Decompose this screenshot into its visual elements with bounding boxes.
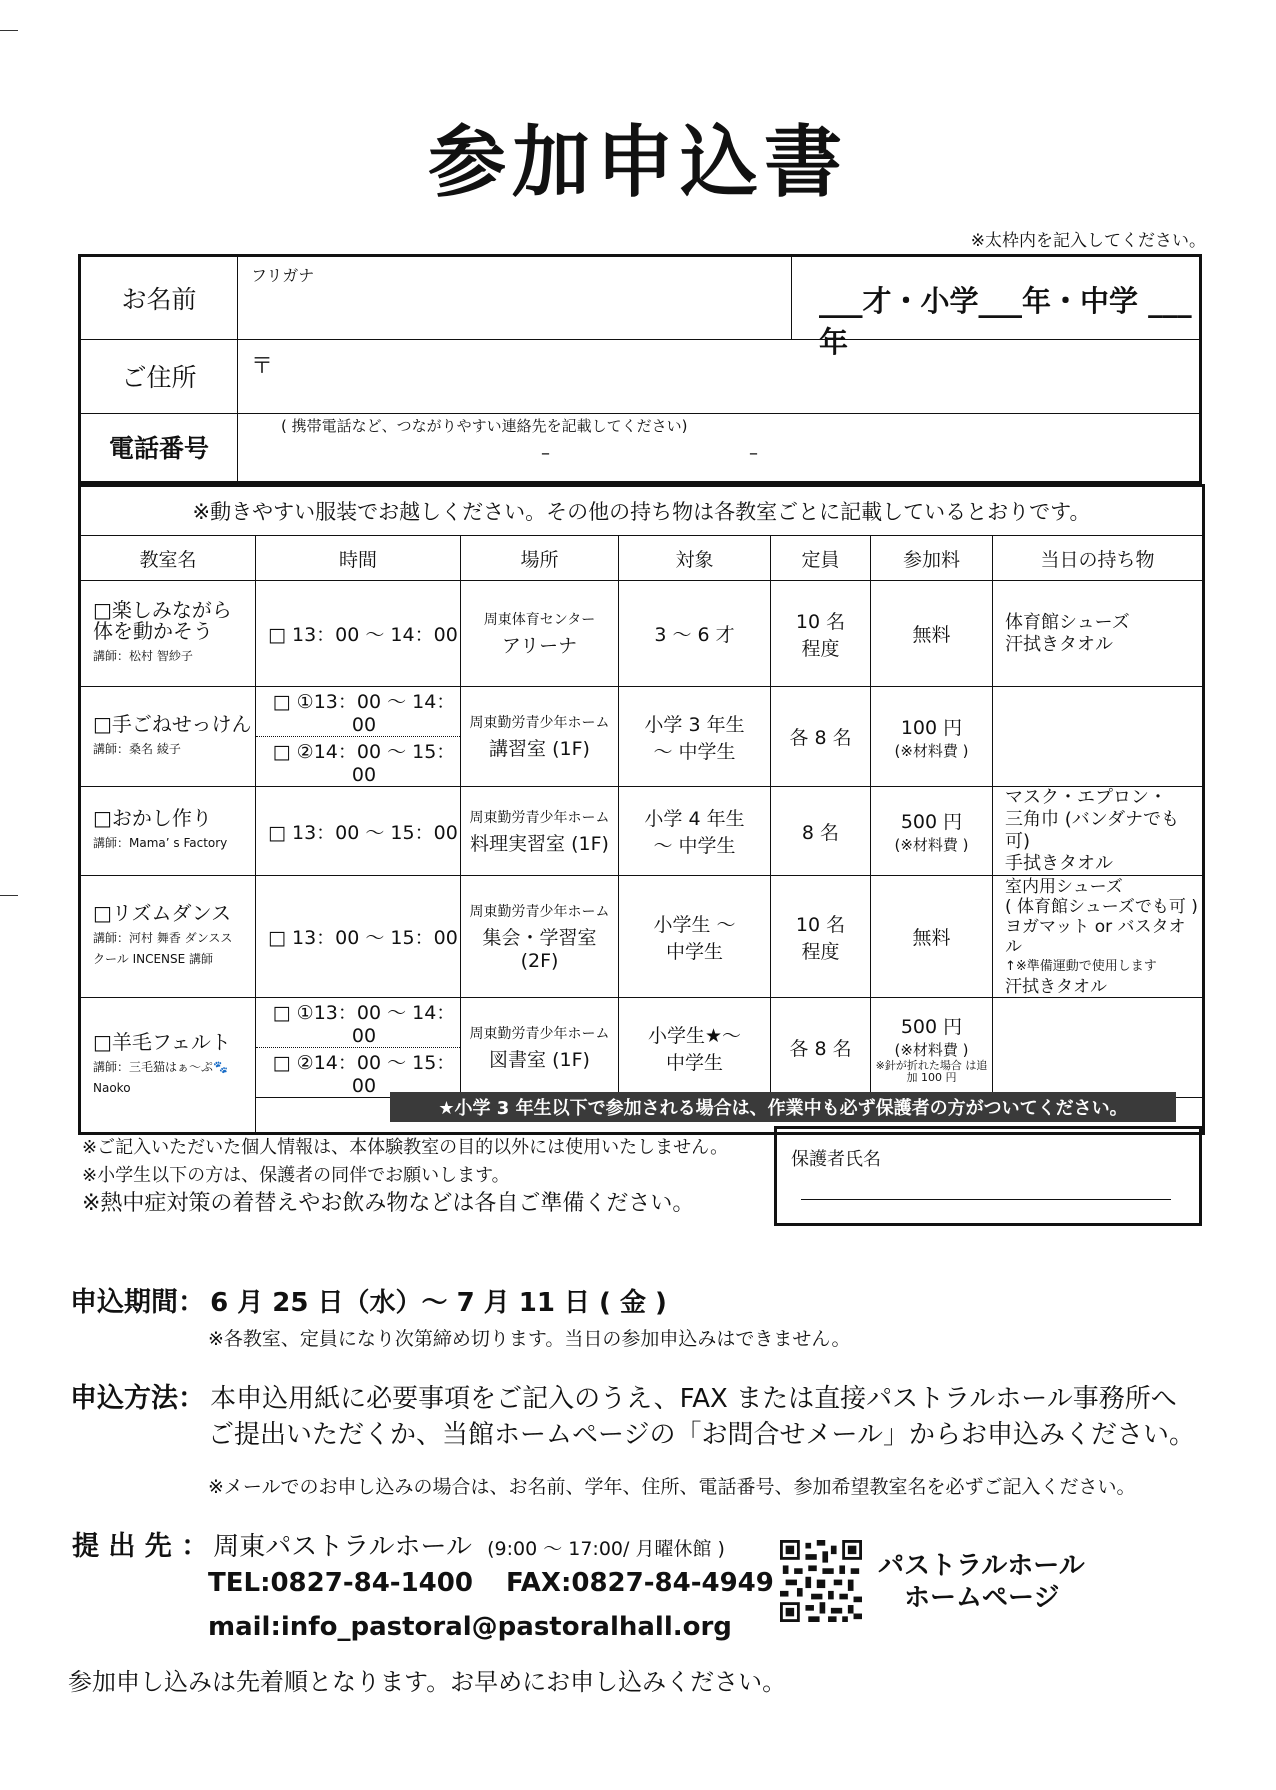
class-name: □楽しみながら 体を動かそう: [93, 598, 252, 643]
note-line: ※ご記入いただいた個人情報は、本体験教室の目的以外には使用いたしません。: [82, 1137, 729, 1158]
class-name: □羊毛フェルト: [93, 1029, 231, 1054]
edge-mark-top: [0, 30, 18, 31]
class-checkbox-1[interactable]: [80, 581, 256, 687]
class-checkbox-2[interactable]: [80, 687, 256, 787]
place-cell: [461, 687, 619, 787]
class-checkbox-3[interactable]: [80, 787, 256, 876]
furigana-label: フリガナ: [251, 266, 315, 285]
capacity-cell: 10 名 程度: [771, 876, 871, 998]
address-row: [81, 339, 1199, 414]
teacher-name: 講師：三毛猫はぁ～ぷ🐾 Naoko: [93, 1059, 228, 1095]
place-room: アリーナ: [501, 635, 578, 657]
place-building: 周東勤労青少年ホーム: [469, 904, 610, 920]
time-slot-checkbox[interactable]: □ ①13：00 ～ 14：00: [256, 687, 460, 737]
place-room: 図書室 (1F): [489, 1049, 590, 1071]
item: ( 体育館シューズでも可 ): [1005, 896, 1198, 917]
table-row: [80, 876, 1204, 998]
fee-amount: 無料: [912, 927, 951, 949]
name-label: お名前: [81, 257, 238, 339]
place-room: 講習室 (1F): [489, 738, 590, 760]
fee-cell: [871, 687, 993, 787]
place-building: 周東勤労青少年ホーム: [469, 809, 610, 826]
table-row: [80, 998, 1204, 1098]
phone-dash-2: –: [749, 443, 758, 464]
fee-extra-note: ※針が折れた場合 は追加 100 円: [875, 1058, 988, 1084]
class-name: □おかし作り: [93, 806, 212, 830]
method-section: [70, 1376, 1177, 1415]
table-header-row: [80, 536, 1204, 581]
period-value: 6 月 25 日（水）～ 7 月 11 日 ( 金 ): [210, 1288, 667, 1318]
item: 三角巾 (バンダナでも可): [1005, 809, 1180, 852]
fill-note: ※太枠内を記入してください。: [970, 231, 1206, 251]
phone-dash-1: –: [541, 443, 550, 464]
method-label: 申込方法：: [70, 1383, 205, 1414]
address-label: ご住所: [81, 339, 238, 413]
name-input[interactable]: [239, 279, 789, 337]
privacy-notes: [82, 1134, 728, 1218]
fee-cell: [871, 581, 993, 687]
place-cell: [461, 581, 619, 687]
class-name: □リズムダンス: [93, 901, 232, 925]
header-items: 当日の持ち物: [993, 536, 1204, 581]
target-cell: 小学生 ～ 中学生: [619, 876, 771, 998]
item: 体育館シューズ: [1005, 611, 1130, 633]
place-building: 周東体育センター: [483, 612, 596, 628]
items-cell: [993, 998, 1204, 1098]
fee-cell: [871, 787, 993, 876]
target-cell: 小学 4 年生～ 中学生: [619, 787, 771, 876]
fax: FAX:0827-84-4949: [506, 1568, 774, 1598]
age-grade-field[interactable]: ___才・小学___年・中学 ___年: [819, 284, 1192, 359]
qr-code-icon[interactable]: [780, 1540, 862, 1622]
guardian-label: 保護者氏名: [791, 1149, 881, 1170]
phone-input[interactable]: [239, 437, 1199, 481]
period-note: ※各教室、定員になり次第締め切ります。当日の参加申込みはできません。: [208, 1328, 851, 1350]
submit-section: [72, 1524, 725, 1563]
table-row: [80, 581, 1204, 687]
item: 手拭きタオル: [1005, 853, 1113, 874]
place-building: 周東勤労青少年ホーム: [469, 715, 610, 731]
fee-note: (※材料費 ): [894, 836, 969, 854]
qr-caption-line-1: パストラルホール: [878, 1551, 1085, 1581]
item: ヨガマット or バスタオル: [1005, 916, 1186, 957]
address-input[interactable]: [239, 339, 1199, 413]
method-line-2: ご提出いただくか、当館ホームページの「お問合せメール」からお申込みください。: [208, 1420, 1195, 1450]
note-line: ※熱中症対策の着替えやお飲み物などは各自ご準備ください。: [82, 1191, 695, 1216]
clothing-note: ※動きやすい服装でお越しください。その他の持ち物は各教室ごとに記載しているとおりです。: [80, 486, 1204, 536]
capacity-cell: 各 8 名: [771, 687, 871, 787]
target-cell: 3 ～ 6 才: [619, 581, 771, 687]
class-name: □手ごねせっけん: [93, 711, 252, 736]
header-target: 対象: [619, 536, 771, 581]
items-cell: [993, 581, 1204, 687]
star-note-bar: ★小学 3 年生以下で参加される場合は、作業中も必ず保護者の方がついてください。: [390, 1092, 1176, 1122]
contact-tel-fax: [208, 1568, 774, 1598]
qr-caption-line-2: ホームページ: [904, 1583, 1060, 1613]
name-divider: [791, 257, 792, 339]
time-slot-checkbox[interactable]: □ 13：00 ～ 15：00: [256, 876, 461, 998]
fee-note: (※材料費 ): [894, 1040, 969, 1059]
method-line-1: 本申込用紙に必要事項をご記入のうえ、FAX または直接パストラルホール事務所へ: [210, 1384, 1177, 1414]
footer-note: 参加申し込みは先着順となります。お早めにお申し込みください。: [68, 1668, 787, 1696]
header-place: 場所: [461, 536, 619, 581]
fee-amount: 500 円: [900, 1015, 963, 1038]
header-fee: 参加料: [871, 536, 993, 581]
edge-mark-middle: [0, 895, 18, 896]
place-cell: [461, 787, 619, 876]
period-label: 申込期間：: [70, 1287, 205, 1318]
fee-amount: 100 円: [900, 716, 963, 739]
note-line: ※小学生以下の方は、保護者の同伴でお願いします。: [82, 1165, 510, 1186]
guardian-box: [774, 1126, 1202, 1226]
submit-hours: (9:00 ～ 17:00/ 月曜休館 ): [487, 1538, 725, 1560]
item: マスク・エプロン・: [1005, 787, 1167, 808]
name-row: [81, 257, 1199, 359]
class-table: [78, 484, 1205, 1135]
header-time: 時間: [256, 536, 461, 581]
submit-label: 提 出 先 ：: [72, 1531, 209, 1562]
header-class: 教室名: [80, 536, 256, 581]
items-cell: [993, 876, 1204, 998]
items-cell: [993, 787, 1204, 876]
fee-cell: [871, 876, 993, 998]
postal-mark: 〒: [251, 354, 274, 379]
fee-note: (※材料費 ): [894, 741, 969, 760]
time-slot-checkbox[interactable]: □ 13：00 ～ 15：00: [256, 787, 461, 876]
phone-label: 電話番号: [81, 413, 238, 481]
item: 汗拭きタオル: [1005, 976, 1107, 997]
teacher-name: 講師：Mama’ s Factory: [93, 836, 228, 850]
capacity-cell: 10 名 程度: [771, 581, 871, 687]
phone-row: [81, 413, 1199, 481]
guardian-signature-line[interactable]: [801, 1199, 1171, 1200]
teacher-name: 講師：河村 舞香 ダンススクール INCENSE 講師: [93, 931, 233, 966]
time-slot-checkbox[interactable]: □ ①13：00 ～ 14：00: [256, 998, 460, 1048]
submit-place: 周東パストラルホール: [213, 1532, 472, 1562]
contact-mail[interactable]: mail:info_pastoral@pastoralhall.org: [208, 1612, 732, 1642]
target-cell: 小学 3 年生～ 中学生: [619, 687, 771, 787]
target-cell: 小学生★～ 中学生: [619, 998, 771, 1098]
period-section: [70, 1280, 667, 1319]
item: 室内用シューズ: [1005, 876, 1123, 897]
header-capacity: 定員: [771, 536, 871, 581]
time-slot-checkbox[interactable]: □ ②14：00 ～ 15：00: [272, 740, 456, 786]
fee-amount: 500 円: [900, 811, 963, 833]
table-row: [80, 787, 1204, 876]
fee-amount: 無料: [912, 624, 951, 646]
teacher-name: 講師：桑名 綾子: [93, 741, 181, 756]
capacity-cell: 8 名: [771, 787, 871, 876]
place-cell: [461, 876, 619, 998]
place-cell: [461, 998, 619, 1098]
time-slot-checkbox[interactable]: □ 13：00 ～ 14：00: [256, 581, 461, 687]
table-row: [80, 687, 1204, 787]
class-checkbox-4[interactable]: [80, 876, 256, 998]
qr-caption: [878, 1550, 1085, 1614]
teacher-name: 講師：松村 智紗子: [93, 649, 193, 663]
place-room: 料理実習室 (1F): [470, 832, 609, 855]
method-note: ※メールでのお申し込みの場合は、お名前、学年、住所、電話番号、参加希望教室名を必ずご記入ください。: [208, 1476, 1136, 1498]
tel: TEL:0827-84-1400: [208, 1568, 473, 1598]
time-slot-checkbox[interactable]: □ ②14：00 ～ 15：00: [272, 1051, 456, 1097]
items-cell: [993, 687, 1204, 787]
time-slot-cell: [256, 998, 461, 1098]
class-checkbox-5[interactable]: [80, 998, 256, 1134]
item: 汗拭きタオル: [1005, 633, 1113, 655]
place-building: 周東勤労青少年ホーム: [469, 1026, 610, 1042]
page-title: 参加申込書: [427, 118, 848, 208]
capacity-cell: 各 8 名: [771, 998, 871, 1098]
personal-info-form: [78, 254, 1202, 484]
item: ↑※準備運動で使用します: [1005, 958, 1157, 974]
time-slot-cell: [256, 687, 461, 787]
fee-cell: [871, 998, 993, 1098]
place-room: 集会・学習室 (2F): [482, 927, 597, 972]
phone-note: ( 携帯電話など、つながりやすい連絡先を記載してください): [281, 417, 688, 435]
